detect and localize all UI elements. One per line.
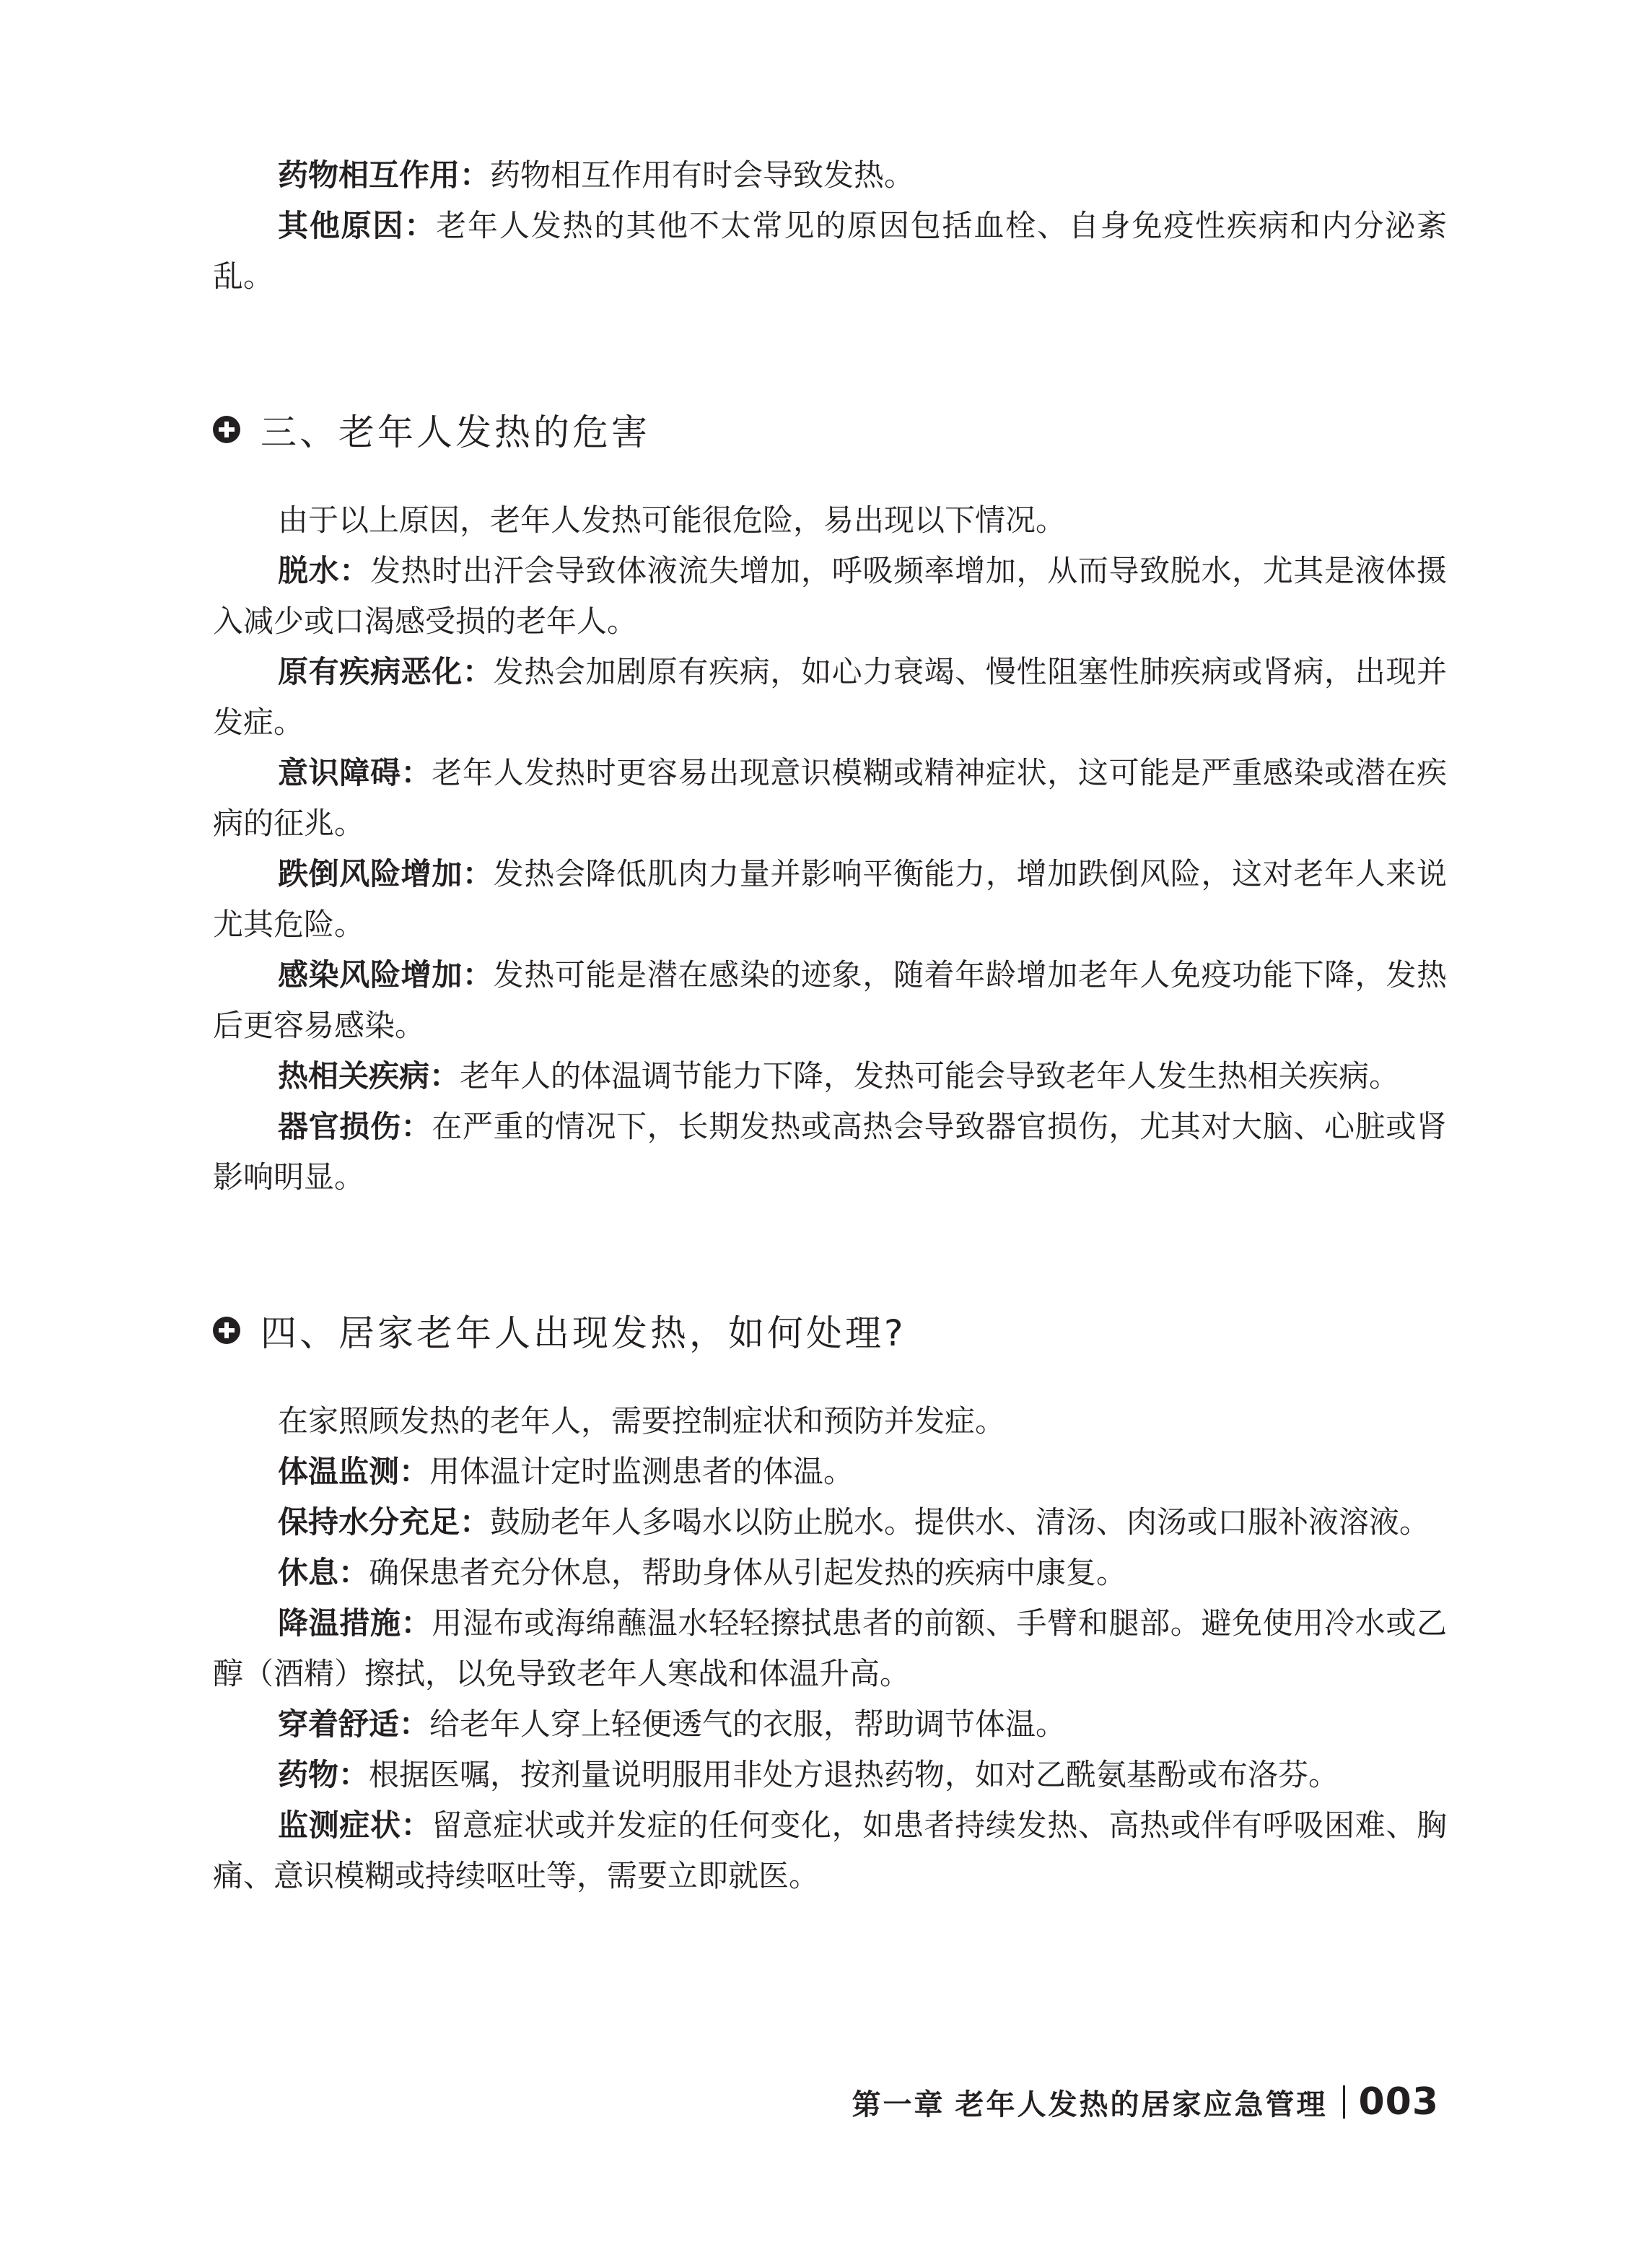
paragraph-text: 给老年人穿上轻便透气的衣服，帮助调节体温。 xyxy=(429,1706,1067,1742)
term-label: 穿着舒适： xyxy=(278,1706,430,1742)
term-label: 体温监测： xyxy=(278,1454,430,1489)
paragraph-clothing xyxy=(213,1699,1447,1750)
paragraph-dehydration xyxy=(213,546,1447,647)
paragraph-hydration xyxy=(213,1497,1447,1548)
paragraph-text: 用体温计定时监测患者的体温。 xyxy=(429,1454,854,1489)
paragraph-text: 根据医嘱，按剂量说明服用非处方退热药物，如对乙酰氨基酚或布洛芬。 xyxy=(369,1757,1339,1792)
term-label: 原有疾病恶化： xyxy=(278,654,494,689)
paragraph-symptom-monitoring xyxy=(213,1800,1447,1901)
plus-circle-icon xyxy=(213,1317,240,1344)
term-label: 意识障碍： xyxy=(278,755,432,790)
section-intro: 由于以上原因，老年人发热可能很危险，易出现以下情况。 xyxy=(278,502,1067,538)
paragraph-text: 鼓励老年人多喝水以防止脱水。提供水、清汤、肉汤或口服补液溶液。 xyxy=(490,1504,1430,1540)
paragraph-text: 发热会加剧原有疾病，如心力衰竭、慢性阻塞性肺疾病或肾病，出现并发症。 xyxy=(213,654,1447,740)
paragraph-temperature-monitoring xyxy=(213,1447,1447,1497)
paragraph-text: 发热可能是潜在感染的迹象，随着年龄增加老年人免疫功能下降，发热后更容易感染。 xyxy=(213,957,1447,1043)
paragraph-text: 老年人的体温调节能力下降，发热可能会导致老年人发生热相关疾病。 xyxy=(460,1058,1400,1094)
paragraph-consciousness xyxy=(213,748,1447,849)
term-label: 脱水： xyxy=(278,553,370,588)
paragraph-rest xyxy=(213,1548,1447,1598)
footer-title: 老年人发热的居家应急管理 xyxy=(955,2088,1328,2121)
term-label: 跌倒风险增加： xyxy=(278,856,494,891)
section-heading-4 xyxy=(213,1305,1447,1356)
paragraph-medication xyxy=(213,1750,1447,1800)
term-label: 降温措施： xyxy=(278,1605,432,1641)
term-label: 药物： xyxy=(278,1757,369,1792)
paragraph-text: 在严重的情况下，长期发热或高热会导致器官损伤，尤其对大脑、心脏或肾影响明显。 xyxy=(213,1109,1447,1195)
paragraph-heat-illness xyxy=(213,1051,1447,1102)
paragraph-text: 老年人发热时更容易出现意识模糊或精神症状，这可能是严重感染或潜在疾病的征兆。 xyxy=(213,755,1447,841)
paragraph-text: 用湿布或海绵蘸温水轻轻擦拭患者的前额、手臂和腿部。避免使用冷水或乙醇（酒精）擦拭，以免导致老年人寒战和体温升高。 xyxy=(213,1605,1447,1691)
paragraph-text: 发热时出汗会导致体液流失增加，呼吸频率增加，从而导致脱水，尤其是液体摄入减少或口渴感受损的老年人。 xyxy=(213,553,1447,639)
page-number: 003 xyxy=(1358,2080,1439,2124)
paragraph-text: 药物相互作用有时会导致发热。 xyxy=(490,157,915,193)
term-label: 保持水分充足： xyxy=(278,1504,491,1540)
term-label: 感染风险增加： xyxy=(278,957,494,993)
section-intro: 在家照顾发热的老年人，需要控制症状和预防并发症。 xyxy=(278,1403,1006,1439)
paragraph-text: 老年人发热的其他不太常见的原因包括血栓、自身免疫性疾病和内分泌紊乱。 xyxy=(213,208,1447,294)
term-label: 器官损伤： xyxy=(278,1109,432,1144)
page-footer xyxy=(852,2080,1439,2124)
term-label: 监测症状： xyxy=(278,1807,432,1843)
paragraph-infection-risk xyxy=(213,950,1447,1051)
section-heading-text: 三、老年人发热的危害 xyxy=(261,411,650,453)
paragraph-text: 确保患者充分休息，帮助身体从引起发热的疾病中康复。 xyxy=(369,1555,1127,1590)
paragraph-cooling xyxy=(213,1598,1447,1699)
page-content xyxy=(213,150,1447,1901)
footer-divider xyxy=(1343,2085,1345,2119)
paragraph-other-causes xyxy=(213,201,1447,302)
paragraph-text: 发热会降低肌肉力量并影响平衡能力，增加跌倒风险，这对老年人来说尤其危险。 xyxy=(213,856,1447,942)
term-label: 休息： xyxy=(278,1555,369,1590)
paragraph-disease-worsening xyxy=(213,647,1447,748)
term-label: 热相关疾病： xyxy=(278,1058,460,1094)
paragraph-fall-risk xyxy=(213,849,1447,950)
term-label: 其他原因： xyxy=(278,208,437,243)
paragraph-drug-interaction xyxy=(213,150,1447,201)
term-label: 药物相互作用： xyxy=(278,157,491,193)
paragraph-organ-damage xyxy=(213,1102,1447,1203)
footer-chapter: 第一章 xyxy=(852,2088,945,2121)
section-heading-3 xyxy=(213,404,1447,455)
plus-circle-icon xyxy=(213,416,240,443)
section-heading-text: 四、居家老年人出现发热，如何处理? xyxy=(261,1312,906,1354)
paragraph-text: 留意症状或并发症的任何变化，如患者持续发热、高热或伴有呼吸困难、胸痛、意识模糊或持续呕吐等，需要立即就医。 xyxy=(213,1807,1447,1893)
